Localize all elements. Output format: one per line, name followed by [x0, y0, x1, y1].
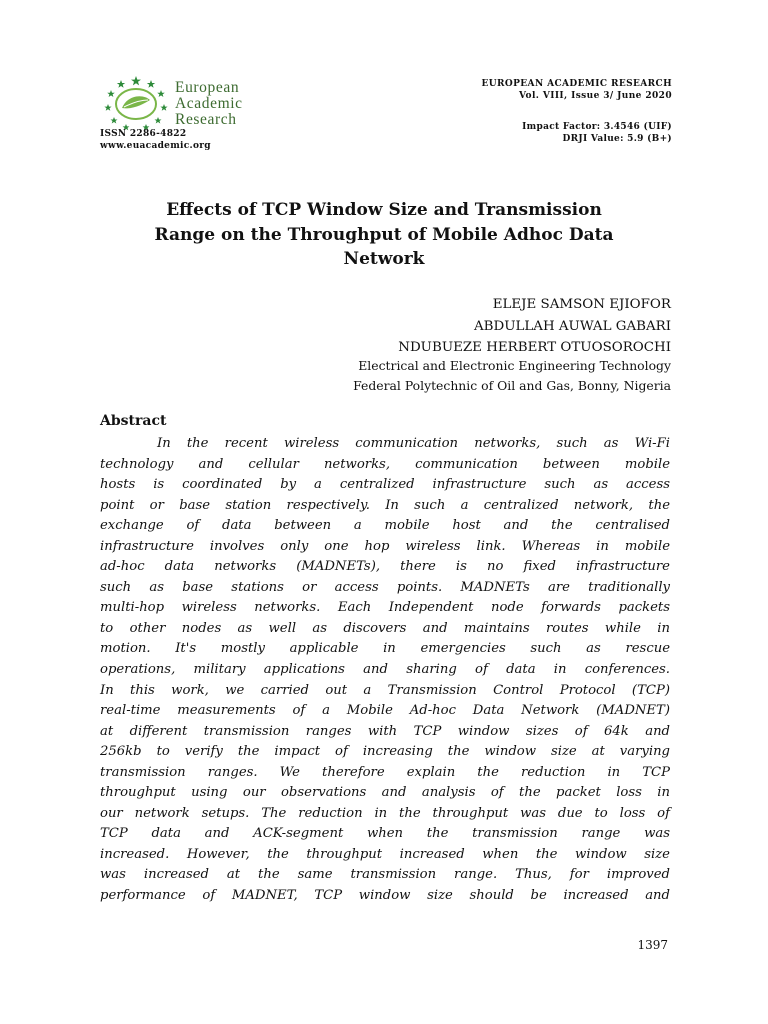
impact-factor: Impact Factor: 3.4546 (UIF) — [522, 122, 672, 132]
paper-title — [100, 198, 668, 272]
title-line: Network — [343, 249, 425, 269]
abstract-line: at different transmission ranges with TCP window sizes of 64k and — [100, 723, 670, 739]
abstract-line: throughput using our observations and analysis of the packet loss in — [100, 785, 670, 801]
journal-volume: Vol. VIII, Issue 3/ June 2020 — [518, 91, 672, 101]
affiliation-line: Electrical and Electronic Engineering Technology — [358, 358, 671, 373]
abstract-line: was increased at the same transmission range. Thus, for improved — [100, 867, 670, 883]
issn-block — [100, 128, 211, 152]
abstract-line: 256kb to verify the impact of increasing the window size at varying — [100, 744, 670, 760]
abstract-line: infrastructure involves only one hop wireless link. Whereas in mobile — [100, 538, 670, 554]
author-name: NDUBUEZE HERBERT OTUOSOROCHI — [398, 340, 671, 355]
abstract-line: to other nodes as well as discovers and maintains routes while in — [100, 620, 670, 636]
abstract-line: In the recent wireless communication networks, such as Wi-Fi — [157, 436, 670, 451]
page-number: 1397 — [637, 938, 668, 952]
logo-line-2: Academic — [175, 95, 243, 112]
laurel-leaf-icon — [100, 74, 172, 132]
website-link[interactable]: www.euacademic.org — [100, 141, 211, 151]
author-name: ABDULLAH AUWAL GABARI — [473, 318, 671, 334]
abstract-line: our network setups. The reduction in the throughput was due to loss of — [100, 805, 670, 821]
logo-wordmark — [175, 80, 243, 128]
abstract-line: ad-hoc data networks (MADNETs), there is no fixed infrastructure — [100, 559, 670, 575]
logo-line-1: European — [175, 79, 240, 96]
issn: ISSN 2286-4822 — [100, 129, 187, 139]
abstract-line: transmission ranges. We therefore explain the reduction in TCP — [100, 764, 670, 780]
abstract-line: exchange of data between a mobile host and the centralised — [100, 518, 670, 534]
title-line: Effects of TCP Window Size and Transmission — [166, 200, 602, 220]
abstract-line: multi-hop wireless networks. Each Independent node forwards packets — [100, 600, 670, 616]
abstract-line: performance of MADNET, TCP window size should be increased and — [100, 888, 670, 904]
abstract-line: increased. However, the throughput increased when the window size — [100, 846, 670, 862]
abstract-line: hosts is coordinated by a centralized infrastructure such as access — [100, 477, 670, 493]
abstract-line: point or base station respectively. In such a centralized network, the — [100, 497, 670, 513]
affiliation — [353, 356, 671, 396]
drji-value: DRJI Value: 5.9 (B+) — [562, 134, 672, 144]
abstract-line: TCP data and ACK-segment when the transmission range was — [100, 826, 670, 842]
journal-info — [482, 78, 673, 102]
abstract-body — [100, 434, 670, 907]
title-line: Range on the Throughput of Mobile Adhoc Data — [154, 224, 614, 245]
author-list — [398, 294, 671, 359]
journal-logo — [100, 74, 270, 134]
author-name: ELEJE SAMSON EJIOFOR — [492, 297, 671, 312]
affiliation-line: Federal Polytechnic of Oil and Gas, Bonny, Nigeria — [353, 378, 671, 393]
abstract-line: technology and cellular networks, communication between mobile — [100, 456, 670, 472]
logo-line-3: Research — [175, 111, 237, 128]
abstract-line: real-time measurements of a Mobile Ad-hoc Data Network (MADNET) — [100, 703, 670, 719]
abstract-line: such as base stations or access points. MADNETs are traditionally — [100, 579, 670, 595]
abstract-line: In this work, we carried out a Transmission Control Protocol (TCP) — [100, 682, 670, 698]
journal-name: EUROPEAN ACADEMIC RESEARCH — [481, 79, 672, 89]
impact-info — [522, 121, 672, 145]
abstract-line: operations, military applications and sharing of data in conferences. — [100, 662, 670, 678]
abstract-heading: Abstract — [100, 413, 167, 429]
abstract-line: motion. It's mostly applicable in emergencies such as rescue — [100, 641, 670, 657]
